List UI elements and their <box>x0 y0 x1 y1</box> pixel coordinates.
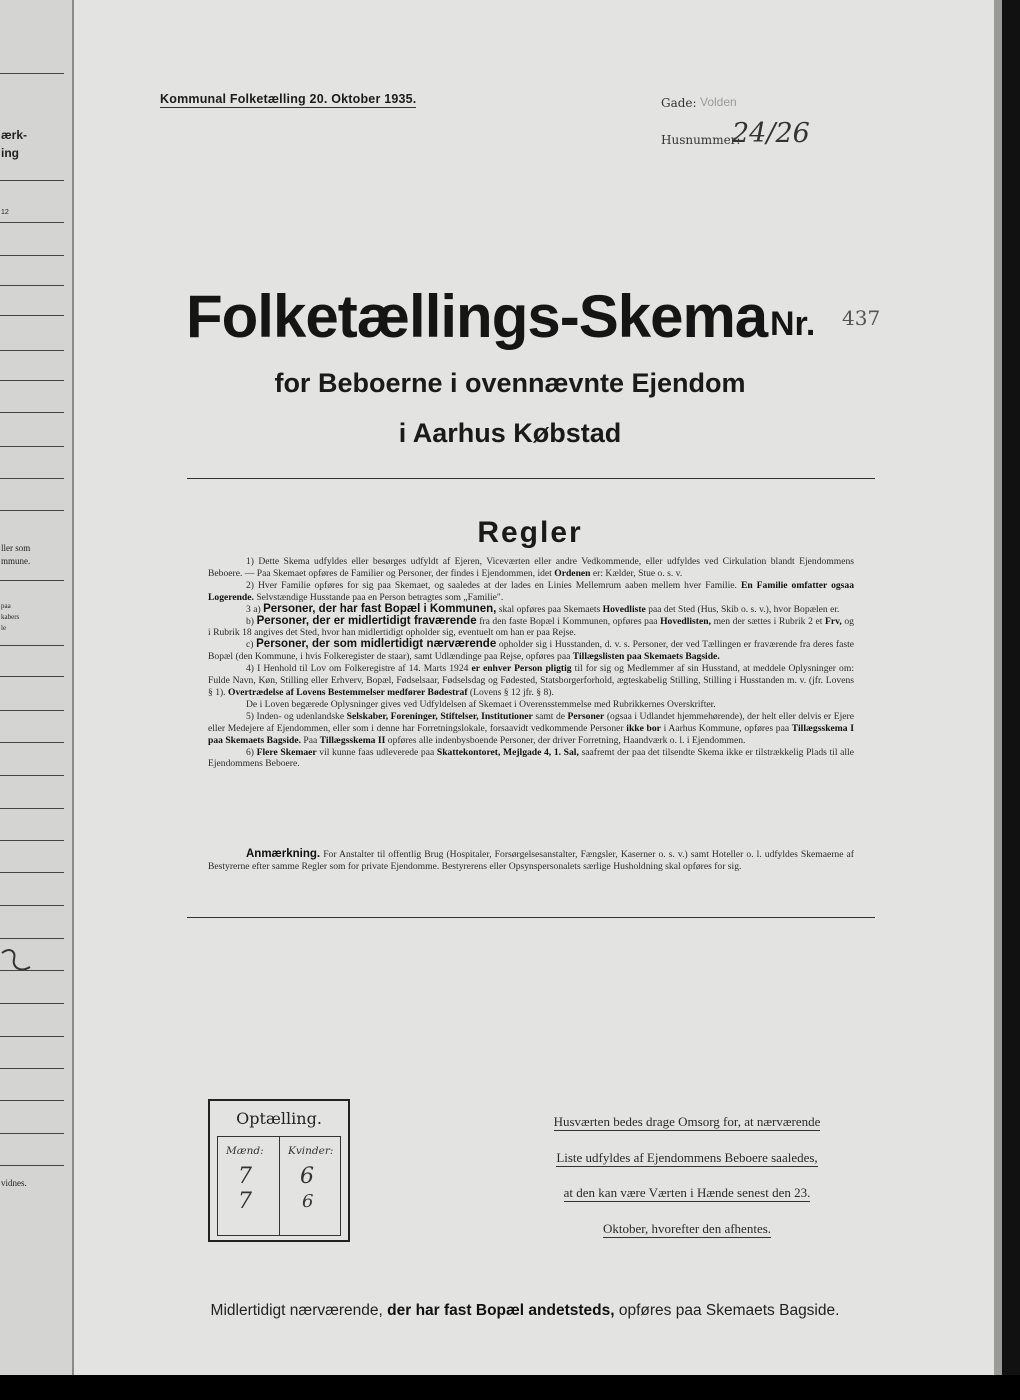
count-table <box>217 1136 341 1236</box>
landlord-instruction <box>504 1104 870 1246</box>
prev-page-rule <box>0 412 64 413</box>
prev-page-rule <box>0 808 64 809</box>
prev-page-rule <box>0 255 64 256</box>
men-count: 7 <box>238 1164 252 1189</box>
prev-page-rule <box>0 510 64 511</box>
rule-2: 2) Hver Familie opføres for sig paa Skemaet, og saaledes at der lades en Linies Mellemrum aaben mellem hver Familie. En Familie omfatter ogsaa Logerende. Selvstændige Husstande paa en Person betragtes som „Familie". <box>208 579 854 603</box>
prev-page-rule <box>0 1165 64 1166</box>
prev-page-rule <box>0 775 64 776</box>
prev-page-fragment: kabers <box>1 613 20 621</box>
prev-page-rule <box>0 645 64 646</box>
rule-3c: c) Personer, der som midlertidigt nærværende opholder sig i Husstanden, d. v. s. Personer, der ved Tællingen er fraværende fra deres faste Bopæl (den Kommune, i hvis Folkeregister de staar), samt Udlændinge paa Rejse, opføres paa Tillægslisten paa Skemaets Bagside. <box>208 638 854 663</box>
prev-page-rule <box>0 970 64 971</box>
prev-page-rule <box>0 1003 64 1004</box>
form-subtitle-municipality: i Aarhus Købstad <box>398 418 622 448</box>
prev-page-rule <box>0 1100 64 1101</box>
prev-page-fragment: paa <box>1 602 11 610</box>
men-label: Mænd: <box>226 1145 264 1157</box>
rule-4: 4) I Henhold til Lov om Folkeregistre af 14. Marts 1924 er enhver Person pligtig til for sig og Medlemmer af sin Husstand, at meddele Oplysninger om: Fulde Navn, Køn, Stilling eller Erhverv, Bopæl, Fødselsaar, Fødselsdag og Fødested, Statsborgerforhold, ægteskabelig Stilling, Stilling i Husstanden m. v. (jfr. Lovens § 1). Overtrædelse af Lovens Bestemmelser medfører Bødestraf (Lovens § 12 jfr. § 8). <box>208 663 854 698</box>
form-subtitle: for Beboerne i ovennævnte Ejendom <box>274 368 746 398</box>
prev-page-rule <box>0 710 64 711</box>
rule-3b: b) Personer, der er midlertidigt fraværende fra den faste Bopæl i Kommunen, opføres paa Hovedlisten, men der sættes i Rubrik 2 et Frv, og i Rubrik 18 angives det Sted, hvor han midlertidigt opholder sig, eventuelt om han er paa Rejse. <box>208 614 854 639</box>
women-count: 6 <box>302 1191 314 1212</box>
count-divider <box>279 1137 280 1235</box>
footer-note: Midlertidigt nærværende, der har fast Bopæl andetsteds, opføres paa Skemaets Bagside. <box>210 1302 840 1319</box>
rules-heading: Regler <box>477 516 583 549</box>
rule-4-cont: De i Loven begærede Oplysninger gives ved Udfyldelsen af Skemaet i Overensstemmelse med Rubrikkernes Overskrifter. <box>246 698 716 710</box>
prev-page-rule <box>0 315 64 316</box>
form-number-label: Nr. <box>770 305 816 343</box>
previous-page-strip <box>0 0 74 1375</box>
prev-page-handwriting <box>0 945 40 985</box>
census-header: Kommunal Folketælling 20. Oktober 1935. <box>160 92 417 106</box>
street-label: Gade: <box>661 96 697 110</box>
prev-page-fragment: ing <box>1 146 19 160</box>
prev-page-rule <box>0 938 64 939</box>
divider <box>187 478 875 479</box>
rule-5: 5) Inden- og udenlandske Selskaber, Foreninger, Stiftelser, Institutioner samt de Personer (ogsaa i Udlandet hjemmehørende), der helt eller delvis er Ejere eller Medejere af Ejendommen, eller som i denne har Forretningslokale, forsaavidt vedkommende Personer ikke bor i Aarhus Kommune, opføres paa Tillægsskema I paa Skemaets Bagside. Paa Tillægsskema II opføres alle indenbysboende Personer, der driver Forretning, Haandværk o. l. i Ejendommen. <box>208 710 854 746</box>
prev-page-rule <box>0 872 64 873</box>
count-title: Optælling. <box>236 1109 322 1128</box>
remark-text: For Anstalter til offentlig Brug (Hospitaler, Forsørgelsesanstalter, Fængsler, Kaserner o. s. v.) samt Hoteller o. l. udfyldes Skemaerne af Bestyrerne efter samme Regler som for private Ejendomme. Bestyrerens eller Opsynspersonalets særlige Husholdning skal opføres for sig. <box>208 849 854 872</box>
prev-page-rule <box>0 73 64 74</box>
prev-page-fragment: ærk- <box>1 128 28 142</box>
prev-page-fragment: mmune. <box>1 556 31 566</box>
landlord-line: Liste udfyldes af Ejendommens Beboere saaledes, <box>556 1149 818 1165</box>
prev-page-rule <box>0 350 64 351</box>
prev-page-rule <box>0 905 64 906</box>
landlord-line: Oktober, hvorefter den afhentes. <box>602 1220 772 1236</box>
women-count: 6 <box>300 1164 314 1189</box>
rule-3a: 3 a) Personer, der har fast Bopæl i Kommunen, skal opføres paa Skemaets Hovedliste paa det Sted (Hus, Skib o. s. v.), hvor Bopælen er. <box>246 602 840 615</box>
prev-page-fragment: le <box>1 624 7 632</box>
prev-page-rule <box>0 742 64 743</box>
page-right-edge <box>994 0 1020 1375</box>
prev-page-rule <box>0 1036 64 1037</box>
landlord-line: at den kan være Værten i Hænde senest den 23. <box>563 1185 811 1200</box>
prev-page-rule <box>0 285 64 286</box>
prev-page-rule <box>0 676 64 677</box>
rules-text <box>208 556 854 770</box>
rule-1: 1) Dette Skema udfyldes eller besørges udfyldt af Ejeren, Viceværten eller andre Vedkommende, eller udfyldes ved Cirkulation blandt Ejendommens Beboere. — Paa Skemaet opføres de Familier og Personer, der findes i Ejendommen, idet Ordenen er: Kælder, Stue o. s. v. <box>208 556 854 579</box>
form-number-stamp: 437 <box>842 306 881 330</box>
page-bottom-edge <box>0 1375 1020 1400</box>
prev-page-fragment: ller som <box>1 543 31 553</box>
prev-page-rule <box>0 180 64 181</box>
landlord-line: Husværten bedes drage Omsorg for, at nærværende <box>553 1114 821 1129</box>
street-value-stamp: Volden <box>700 95 737 109</box>
prev-page-fragment: 12 <box>1 209 9 216</box>
house-number-value: 24/26 <box>732 118 810 149</box>
women-label: Kvinder: <box>288 1145 334 1157</box>
divider <box>187 917 875 918</box>
prev-page-fragment: vidnes. <box>1 1178 27 1188</box>
remark-label: Anmærkning. <box>246 848 321 860</box>
prev-page-rule <box>0 222 64 223</box>
men-count: 7 <box>238 1189 252 1214</box>
house-number-label: Husnummer: <box>661 133 741 147</box>
prev-page-rule <box>0 478 64 479</box>
rule-6: 6) Flere Skemaer vil kunne faas udleverede paa Skattekontoret, Mejlgade 4, 1. Sal, saafremt der paa det tilsendte Skema ikke er tilstrækkelig Plads til alle Ejendommens Beboere. <box>208 746 854 770</box>
prev-page-rule <box>0 1068 64 1069</box>
prev-page-rule <box>0 580 64 581</box>
remark-paragraph <box>208 848 854 873</box>
count-box <box>208 1099 350 1242</box>
prev-page-rule <box>0 1133 64 1134</box>
form-title: Folketællings-Skema <box>186 283 768 350</box>
prev-page-rule <box>0 840 64 841</box>
